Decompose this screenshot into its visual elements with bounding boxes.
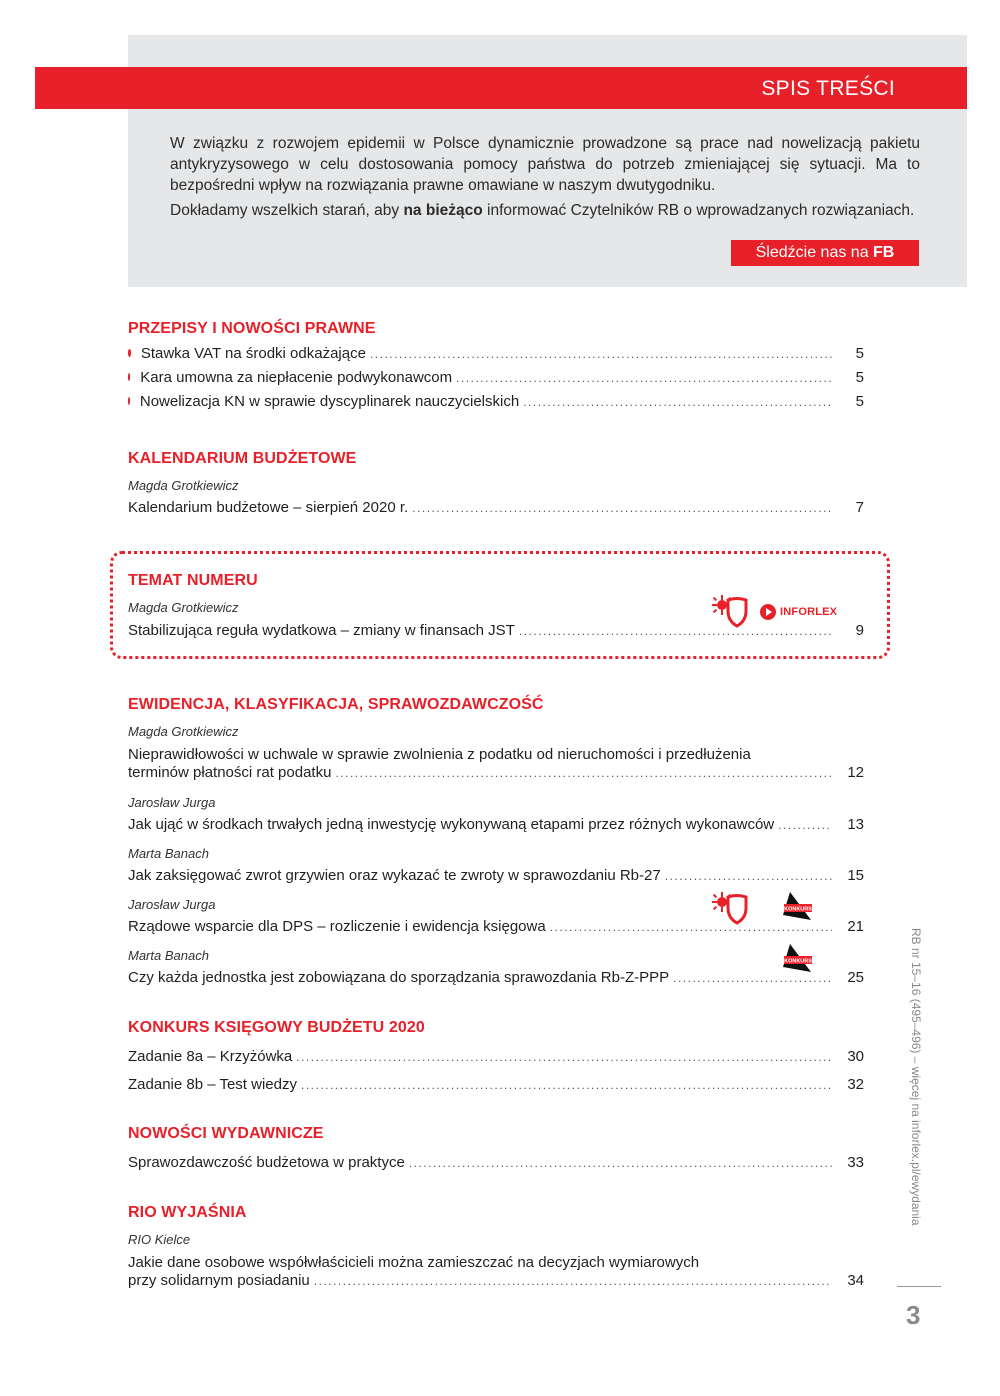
leader-dots [335,766,832,780]
toc-entry[interactable] [128,969,864,986]
entry-title: terminów płatności rat podatku [128,764,332,781]
entry-title: Rządowe wsparcie dla DPS – rozliczenie i ewidencja księgowa [128,918,546,935]
leader-dots [519,624,832,638]
facebook-button[interactable] [731,240,919,266]
intro-p2-bold: na bieżąco [403,202,483,219]
bullet-icon [128,397,130,405]
page-number: 3 [906,1300,921,1330]
divider [897,1286,941,1287]
toc-entry[interactable] [128,345,864,362]
leader-dots [523,395,832,409]
fb-bold: FB [873,244,895,261]
entry-page: 21 [847,918,864,935]
entry-page: 32 [847,1076,864,1093]
section-title-kalendarium: KALENDARIUM BUDŻETOWE [128,450,357,467]
intro-p2-text: Dokładamy wszelkich starań, aby [170,202,404,219]
intro-text [170,133,920,225]
entry-title-line1: Jakie dane osobowe współwłaścicieli można zamieszczać na decyzjach wymiarowych [128,1254,700,1271]
intro-paragraph-1: W związku z rozwojem epidemii w Polsce dynamicznie prowadzone są prace nad nowelizacją pakietu antykryzysowego w celu dostosowania pomocy państwa do potrzeb zmieniającej się sytuacji. Ma to bezpośredni wpływ na rozwiązania prawne omawiane w naszym dwutygodniku. [170,135,920,194]
author: Magda Grotkiewicz [128,600,239,615]
toc-entry[interactable] [128,1253,864,1289]
leader-dots [778,818,832,832]
section-title-konkurs: KONKURS KSIĘGOWY BUDŻETU 2020 [128,1019,425,1036]
leader-dots [665,869,832,883]
entry-page: 5 [855,393,864,410]
leader-dots [301,1078,832,1092]
leader-dots [296,1050,832,1064]
toc-entry[interactable] [128,918,864,935]
play-icon [760,604,776,620]
side-caption-text: RB nr 15–16 (495–496) – więcej na inforlex.pl/ewydania [909,928,923,1226]
leader-dots [456,371,832,385]
entry-title-line1: Nieprawidłowości w uchwale w sprawie zwolnienia z podatku od nieruchomości i przedłużenia [128,746,751,763]
entry-page: 34 [847,1272,864,1289]
author: Jarosław Jurga [128,897,216,912]
entry-page: 5 [855,345,864,362]
entry-page: 15 [847,867,864,884]
side-caption [905,928,925,1268]
leader-dots [314,1274,832,1288]
author: Jarosław Jurga [128,795,216,810]
bullet-icon [128,373,130,381]
toc-entry[interactable] [128,1154,864,1171]
leader-dots [409,1156,832,1170]
toc-entry[interactable] [128,499,864,516]
entry-title: Jak zaksięgować zwrot grzywien oraz wykazać te zwroty w sprawozdaniu Rb-27 [128,867,661,884]
entry-page: 5 [855,369,864,386]
toc-entry[interactable] [128,369,864,386]
section-title-nowosci: NOWOŚCI WYDAWNICZE [128,1125,324,1142]
leader-dots [370,347,832,361]
leader-dots [673,971,832,985]
entry-title: przy solidarnym posiadaniu [128,1272,310,1289]
page-title: SPIS TREŚCI [761,77,895,100]
toc-entry[interactable] [128,867,864,884]
bullet-icon [128,349,131,357]
entry-page: 33 [847,1154,864,1171]
entry-page: 9 [855,622,864,639]
konkurs-text: KONKURS [784,958,812,965]
entry-page: 7 [855,499,864,516]
entry-title: Zadanie 8b – Test wiedzy [128,1076,297,1093]
header-banner [35,67,967,109]
toc-entry[interactable] [128,1048,864,1065]
toc-entry[interactable] [128,622,864,639]
entry-title: Kara umowna za niepłacenie podwykonawcom [140,369,453,386]
entry-page: 25 [847,969,864,986]
section-title-rio: RIO WYJAŚNIA [128,1204,247,1221]
section-title-temat: TEMAT NUMERU [128,572,258,589]
section-title-przepisy: PRZEPISY I NOWOŚCI PRAWNE [128,320,376,337]
toc-entry[interactable] [128,1076,864,1093]
entry-title: Czy każda jednostka jest zobowiązana do sporządzania sprawozdania Rb-Z-PPP [128,969,670,986]
author: Marta Banach [128,846,209,861]
author: Magda Grotkiewicz [128,724,239,739]
leader-dots [550,920,832,934]
toc-entry[interactable] [128,816,864,833]
entry-title: Sprawozdawczość budżetowa w praktyce [128,1154,405,1171]
leader-dots [412,501,832,515]
entry-page: 13 [847,816,864,833]
section-title-ewidencja: EWIDENCJA, KLASYFIKACJA, SPRAWOZDAWCZOŚĆ [128,696,544,713]
entry-title: Zadanie 8a – Krzyżówka [128,1048,293,1065]
inforlex-badge[interactable] [760,604,837,620]
inforlex-label: INFORLEX [780,606,838,618]
toc-entry[interactable] [128,393,864,410]
entry-title: Stabilizująca reguła wydatkowa – zmiany w finansach JST [128,622,515,639]
fb-label: Śledźcie nas na [755,244,874,261]
entry-page: 30 [847,1048,864,1065]
entry-title: Nowelizacja KN w sprawie dyscyplinarek nauczycielskich [139,393,520,410]
intro-p2-text-end: informować Czytelników RB o wprowadzanych rozwiązaniach. [482,202,915,219]
toc-entry[interactable] [128,745,864,781]
entry-title: Jak ująć w środkach trwałych jedną inwestycję wykonywaną etapami przez różnych wykonawców [128,816,775,833]
konkurs-text: KONKURS [784,906,812,913]
entry-title: Kalendarium budżetowe – sierpień 2020 r. [128,499,409,516]
author: Marta Banach [128,948,209,963]
intro-paragraph-2 [170,200,920,221]
author: Magda Grotkiewicz [128,478,239,493]
entry-title: Stawka VAT na środki odkażające [140,345,366,362]
entry-page: 12 [847,764,864,781]
author: RIO Kielce [128,1232,191,1247]
